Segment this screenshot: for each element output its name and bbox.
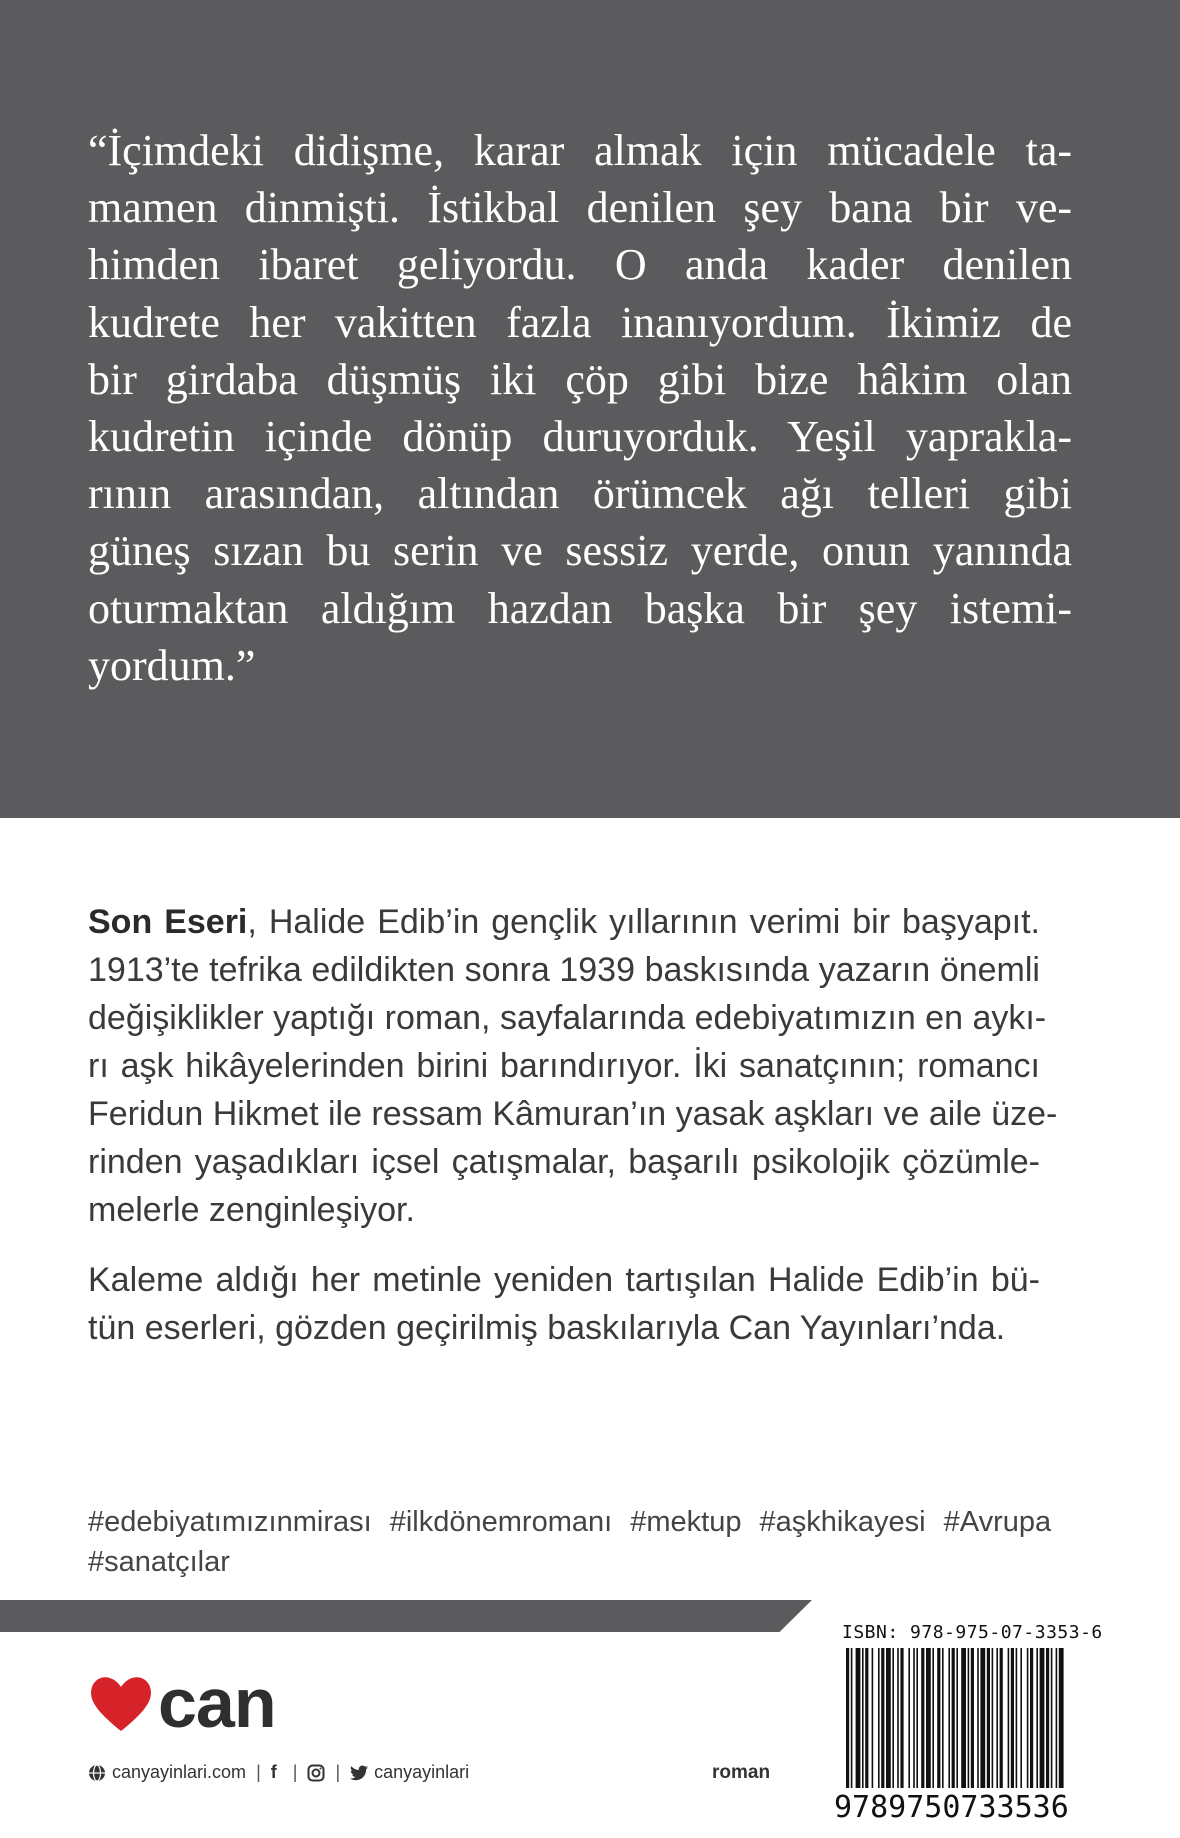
logo-wordmark: can [158,1664,276,1742]
barcode-bar [865,1648,868,1788]
barcode-bar [886,1648,891,1788]
barcode-bar [851,1648,853,1788]
quote-line: bir girdaba düşmüş iki çöp gibi bize hâkim olan [88,354,1072,404]
instagram-icon[interactable] [307,1764,325,1782]
barcode-bar [961,1648,966,1788]
website-link[interactable]: canyayinlari.com [112,1762,247,1782]
description-line: Kaleme aldığı her metinle yeniden tartışılan Halide Edib’in bü- [88,1261,1040,1299]
barcode-bar [1036,1648,1038,1788]
barcode-bar [892,1648,894,1788]
barcode-bar [1056,1648,1058,1788]
isbn-label: ISBN: 978-975-07-3353-6 [842,1622,1103,1643]
description-paragraph-2 [88,1256,1040,1352]
barcode-bar [996,1648,998,1788]
barcode-bar [1051,1648,1053,1788]
barcode-bar [908,1648,910,1788]
quote-line: yordum.” [88,640,256,690]
hashtag: #sanatçılar [88,1546,230,1578]
quote-line: “İçimdeki didişme, karar almak için mücadele ta- [88,126,1072,175]
barcode-bar [942,1648,944,1788]
description-line: Feridun Hikmet ile ressam Kâmuran’ın yasak aşkları ve aile üze- [88,1095,1058,1133]
separator: | [256,1762,261,1782]
genre-label: roman [712,1762,771,1783]
description-line: tün eserleri, gözden geçirilmiş baskılarıyla Can Yayınları’nda. [88,1309,1006,1347]
description-line: değişiklikler yaptığı roman, sayfalarında edebiyatımızın en aykı- [88,999,1047,1037]
separator: | [335,1762,341,1782]
facebook-icon[interactable]: f [270,1762,277,1782]
barcode-bar [956,1648,958,1788]
barcode-bar [948,1648,950,1788]
hashtag: #mektup [630,1506,742,1538]
description-paragraph-1 [88,898,1058,1234]
back-cover-quote [88,122,1072,694]
barcode-bar [1059,1648,1064,1788]
hashtag: #ilkdönemromanı [389,1506,613,1538]
barcode-bar [846,1648,849,1788]
quote-line: güneş sızan bu serin ve sessiz yerde, onun yanında [88,526,1072,576]
barcode-bar [1027,1648,1029,1788]
separator: | [292,1762,298,1782]
barcode-bar [921,1648,924,1788]
quote-line: rının arasından, altından örümcek ağı telleri gibi [88,469,1072,519]
barcode [842,1648,1086,1788]
barcode-bar [992,1648,994,1788]
barcode-bar [980,1648,985,1788]
globe-icon [88,1764,106,1782]
barcode-bar [1046,1648,1049,1788]
book-title: Son Eseri [88,903,248,941]
quote-band [0,0,1180,818]
barcode-bar [1016,1648,1018,1788]
barcode-bar [913,1648,915,1788]
barcode-bar [926,1648,931,1788]
barcode-bar [1030,1648,1033,1788]
heart-icon [88,1673,154,1733]
publisher-logo [88,1664,276,1742]
barcode-bar [987,1648,990,1788]
barcode-bar [872,1648,874,1788]
quote-line: himden ibaret geliyordu. O anda kader denilen [88,240,1072,290]
social-handle[interactable]: canyayinlari [374,1762,470,1782]
barcode-bar [1011,1648,1014,1788]
barcode-bar [862,1648,864,1788]
barcode-bar [897,1648,899,1788]
description-line: melerle zenginleşiyor. [88,1191,415,1229]
barcode-bar [1040,1648,1045,1788]
description-line: 1913’te tefrika edildikten sonra 1939 baskısında yazarın önemli [88,951,1040,989]
barcode-bar [977,1648,979,1788]
hashtag: #Avrupa [943,1506,1052,1538]
description-line: Son Eseri, Halide Edib’in gençlik yıllarının verimi bir başyapıt. [88,903,1040,941]
hashtag: #edebiyatımızınmirası [88,1506,372,1538]
hashtag-list [88,1502,1068,1582]
publisher-links [88,1762,469,1783]
barcode-bar [878,1648,880,1788]
barcode-bar [900,1648,903,1788]
barcode-bar [881,1648,884,1788]
twitter-icon[interactable] [350,1765,368,1781]
quote-line: mamen dinmişti. İstikbal denilen şey bana bir ve- [88,183,1072,233]
barcode-bar [937,1648,940,1788]
barcode-bar [968,1648,970,1788]
barcode-bar [932,1648,934,1788]
isbn-digits: 9789750733536 [834,1790,1069,1825]
barcode-bar [916,1648,918,1788]
barcode-bar [971,1648,974,1788]
barcode-bar [1008,1648,1010,1788]
hashtag: #aşkhikayesi [759,1506,926,1538]
barcode-bar [1020,1648,1022,1788]
barcode-bar [952,1648,955,1788]
footer-divider-bar [0,1600,812,1632]
description-line: rı aşk hikâyelerinden birini barındırıyor. İki sanatçının; romancı [88,1047,1040,1085]
quote-line: oturmaktan aldığım hazdan başka bir şey istemi- [88,583,1072,633]
barcode-bar [856,1648,861,1788]
description-line: rinden yaşadıkları içsel çatışmalar, başarılı psikolojik çözümle- [88,1143,1040,1181]
quote-line: kudretin içinde dönüp duruyorduk. Yeşil yaprakla- [88,411,1072,461]
quote-line: kudrete her vakitten fazla inanıyordum. İkimiz de [88,297,1072,347]
barcode-bar [1000,1648,1003,1788]
